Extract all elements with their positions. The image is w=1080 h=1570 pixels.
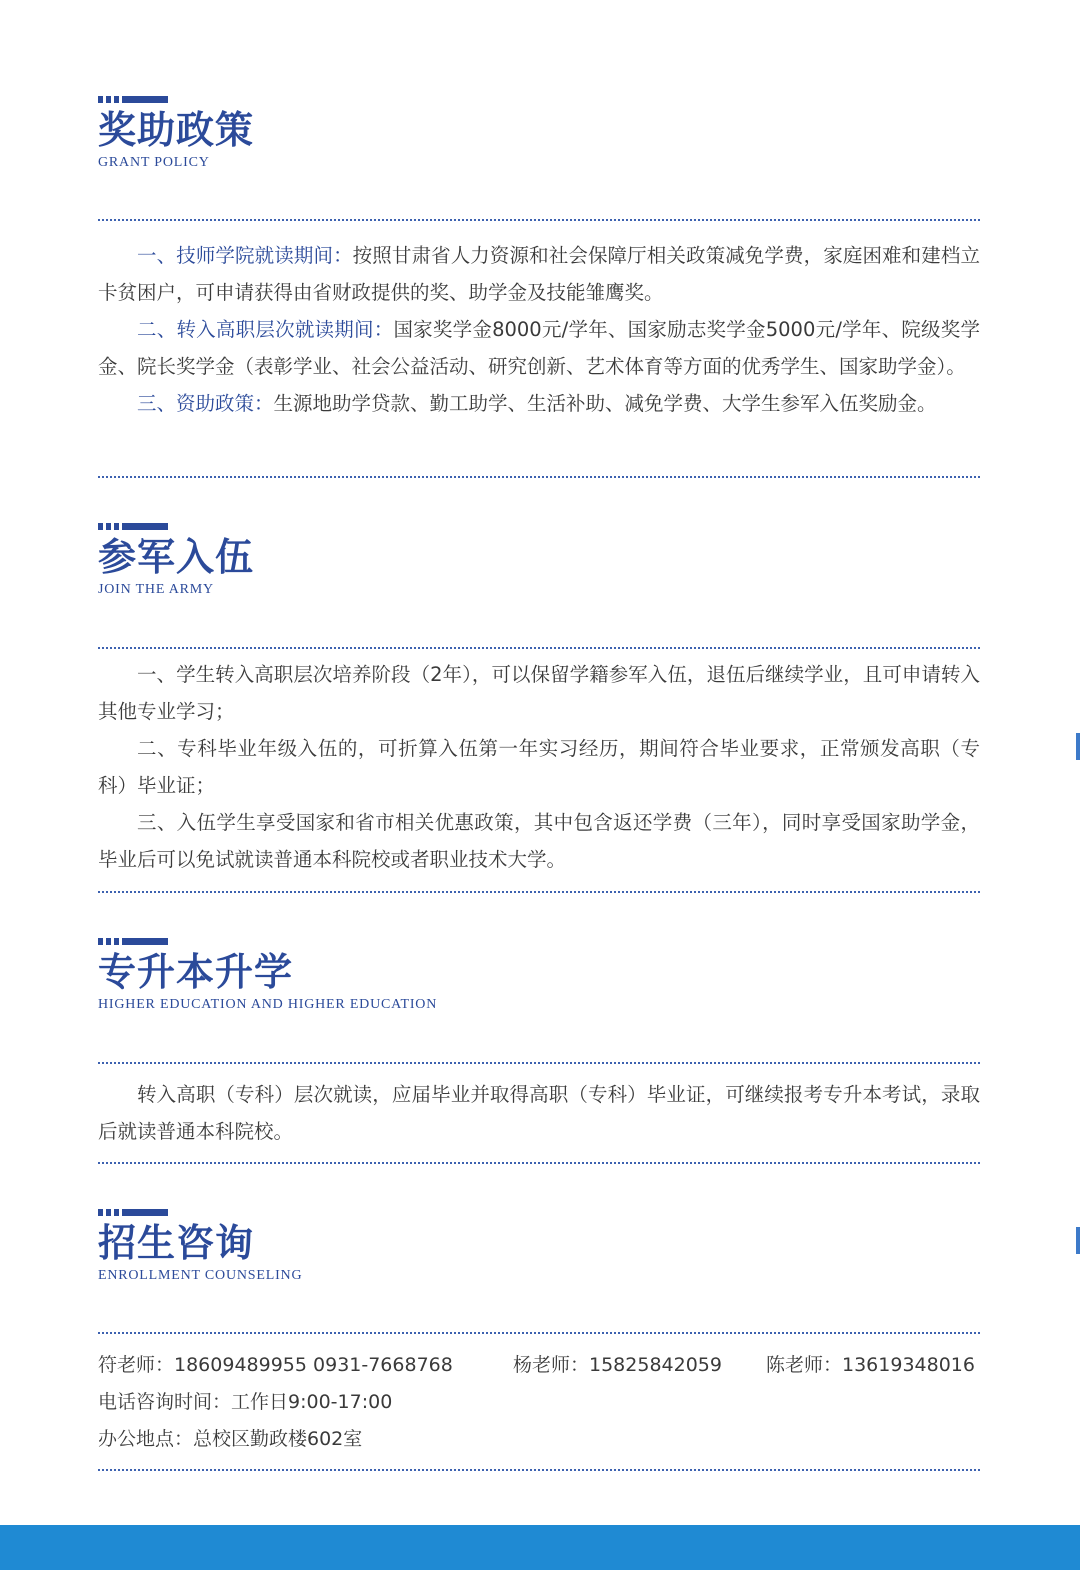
edge-mark bbox=[1076, 1227, 1080, 1254]
title-decoration bbox=[98, 96, 168, 104]
upgrade-body bbox=[98, 1076, 980, 1150]
join-army-header bbox=[98, 523, 980, 599]
join-army-body bbox=[98, 656, 980, 878]
army-item: 二、专科毕业年级入伍的，可折算入伍第一年实习经历，期间符合毕业要求，正常颁发高职（专科）毕业证； bbox=[98, 737, 980, 797]
upgrade-header bbox=[98, 938, 980, 1014]
army-item: 三、入伍学生享受国家和省市相关优惠政策，其中包含返还学费（三年），同时享受国家助学金，毕业后可以免试就读普通本科院校或者职业技术大学。 bbox=[98, 811, 980, 871]
army-item: 一、学生转入高职层次培养阶段（2年），可以保留学籍参军入伍，退伍后继续学业，且可申请转入其他专业学习； bbox=[98, 663, 980, 723]
title-decoration bbox=[98, 1209, 168, 1217]
divider bbox=[98, 1332, 980, 1334]
upgrade-text: 转入高职（专科）层次就读，应届毕业并取得高职（专科）毕业证，可继续报考专升本考试，录取后就读普通本科院校。 bbox=[98, 1083, 980, 1143]
divider bbox=[98, 647, 980, 649]
consult-title: 招生咨询 bbox=[98, 1220, 255, 1265]
footer-bar bbox=[0, 1525, 1080, 1570]
consult-header bbox=[98, 1209, 980, 1285]
join-army-subtitle: JOIN THE ARMY bbox=[98, 582, 214, 597]
upgrade-title: 专升本升学 bbox=[98, 949, 294, 994]
upgrade-subtitle: HIGHER EDUCATION AND HIGHER EDUCATION bbox=[98, 997, 438, 1012]
grant-item: 二、转入高职层次就读期间：国家奖学金8000元/学年、国家励志奖学金5000元/学年、院级奖学金、院长奖学金（表彰学业、社会公益活动、研究创新、艺术体育等方面的优秀学生、国家助学金）。 bbox=[98, 318, 980, 378]
grant-policy-subtitle: GRANT POLICY bbox=[98, 155, 210, 170]
consult-hours: 电话咨询时间：工作日9:00-17:00 bbox=[98, 1391, 393, 1413]
title-decoration bbox=[98, 523, 168, 531]
grant-item: 一、技师学院就读期间：按照甘肃省人力资源和社会保障厅相关政策减免学费，家庭困难和建档立卡贫困户，可申请获得由省财政提供的奖、助学金及技能雏鹰奖。 bbox=[98, 244, 980, 304]
consult-body bbox=[98, 1347, 998, 1458]
divider bbox=[98, 891, 980, 893]
contact-yang: 杨老师：15825842059 bbox=[513, 1354, 722, 1376]
contact-chen: 陈老师：13619348016 bbox=[766, 1354, 975, 1376]
divider bbox=[98, 1469, 980, 1471]
edge-mark bbox=[1076, 733, 1080, 760]
contact-line bbox=[98, 1347, 998, 1384]
grant-item: 三、资助政策：生源地助学贷款、勤工助学、生活补助、减免学费、大学生参军入伍奖励金。 bbox=[137, 392, 937, 415]
join-army-title: 参军入伍 bbox=[98, 534, 255, 579]
divider bbox=[98, 1062, 980, 1064]
grant-policy-title: 奖助政策 bbox=[98, 107, 255, 152]
divider bbox=[98, 476, 980, 478]
contact-fu: 符老师：18609489955 0931-7668768 bbox=[98, 1354, 453, 1376]
title-decoration bbox=[98, 938, 168, 946]
consult-subtitle: ENROLLMENT COUNSELING bbox=[98, 1268, 303, 1283]
divider bbox=[98, 1162, 980, 1164]
divider bbox=[98, 219, 980, 221]
grant-policy-header bbox=[98, 96, 980, 172]
office-address: 办公地点：总校区勤政楼602室 bbox=[98, 1428, 363, 1450]
grant-policy-body bbox=[98, 237, 980, 422]
